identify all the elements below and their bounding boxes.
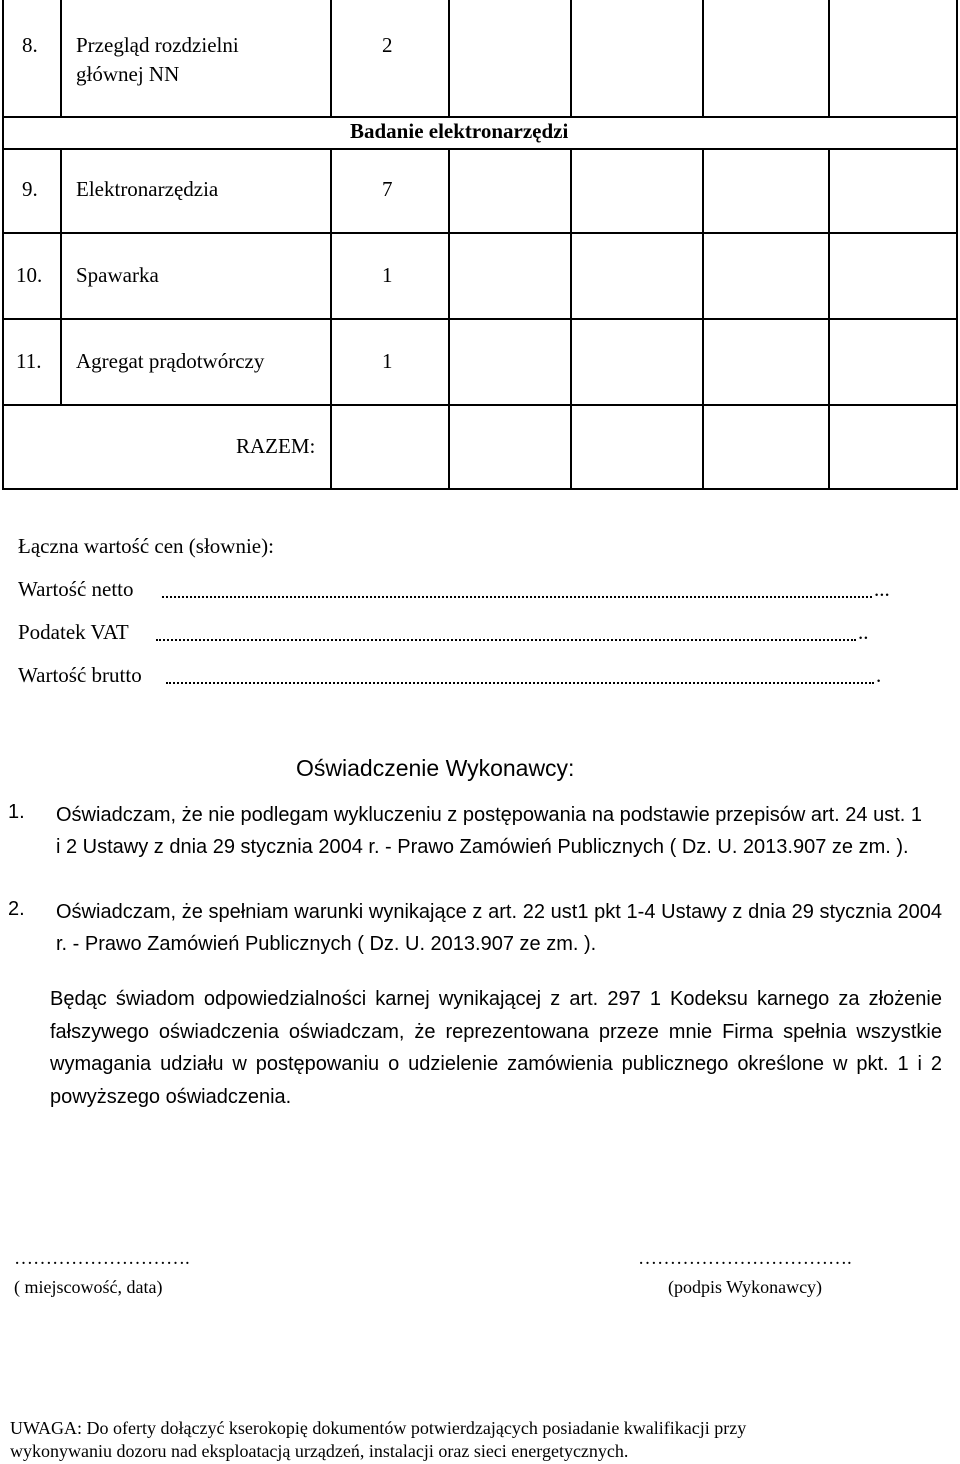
declaration-item-number: 2. bbox=[8, 898, 25, 920]
table-row-divider bbox=[2, 404, 958, 406]
place-date-label: ( miejscowość, data) bbox=[14, 1277, 163, 1297]
table-col-divider bbox=[570, 0, 572, 118]
table-border-bottom bbox=[2, 488, 958, 490]
row-item-name: Spawarka bbox=[76, 263, 159, 287]
table-col-divider bbox=[60, 0, 62, 118]
row-number: 11. bbox=[16, 349, 42, 373]
note-line: UWAGA: Do oferty dołączyć kserokopię dokumentów potwierdzających posiadanie kwalifikacji przy bbox=[10, 1418, 747, 1438]
declaration-item-text: Oświadczam, że nie podlegam wykluczeniu z postępowania na podstawie przepisów art. 24 ust. 1 i 2 Ustawy z dnia 29 stycznia 2004 r. - Prawo Zamówień Publicznych ( Dz. U. 2013.907 ze zm. ). bbox=[56, 804, 923, 858]
table-border-right bbox=[956, 0, 958, 490]
declaration-item-number: 1. bbox=[8, 801, 25, 823]
row-item-name: głównej NN bbox=[76, 62, 180, 86]
row-number: 8. bbox=[22, 33, 38, 57]
table-row-divider bbox=[2, 318, 958, 320]
vat-field[interactable] bbox=[156, 639, 856, 641]
row-item-name: Elektronarzędzia bbox=[76, 177, 219, 201]
net-value-label: Wartość netto bbox=[18, 577, 134, 601]
vat-tail: .. bbox=[858, 620, 869, 644]
table-col-divider bbox=[60, 148, 62, 406]
row-item-name: Agregat prądotwórczy bbox=[76, 349, 265, 373]
place-date-dots: ………………………. bbox=[14, 1248, 190, 1269]
declaration-item-text: Oświadczam, że spełniam warunki wynikające z art. 22 ust1 pkt 1-4 Ustawy z dnia 29 stycznia 2004 r. - Prawo Zamówień Publicznych ( Dz. U. 2013.907 ze zm. ). bbox=[56, 901, 942, 955]
row-quantity: 1 bbox=[382, 263, 393, 287]
table-row-divider bbox=[2, 232, 958, 234]
vat-label: Podatek VAT bbox=[18, 620, 129, 644]
gross-value-field[interactable] bbox=[166, 682, 874, 684]
gross-value-label: Wartość brutto bbox=[18, 663, 142, 687]
table-border-left bbox=[2, 0, 4, 490]
net-value-tail: ... bbox=[874, 577, 890, 601]
table-col-divider bbox=[828, 0, 830, 118]
table-row-divider bbox=[2, 116, 958, 118]
total-label: RAZEM: bbox=[236, 434, 316, 458]
table-col-divider bbox=[702, 0, 704, 118]
table-col-divider bbox=[330, 0, 332, 118]
row-quantity: 1 bbox=[382, 349, 393, 373]
row-quantity: 2 bbox=[382, 33, 393, 57]
row-quantity: 7 bbox=[382, 177, 393, 201]
net-value-field[interactable] bbox=[162, 596, 872, 598]
declaration-title: Oświadczenie Wykonawcy: bbox=[296, 755, 575, 781]
signature-label: (podpis Wykonawcy) bbox=[668, 1277, 823, 1297]
gross-value-tail: . bbox=[876, 663, 882, 687]
row-number: 9. bbox=[22, 177, 38, 201]
row-number: 10. bbox=[16, 263, 43, 287]
note-line: wykonywaniu dozoru nad eksploatacją urządzeń, instalacji oraz sieci energetycznych. bbox=[10, 1441, 629, 1461]
table-row-divider bbox=[2, 148, 958, 150]
table-col-divider bbox=[448, 0, 450, 118]
row-item-name: Przegląd rozdzielni bbox=[76, 33, 239, 57]
total-in-words-label: Łączna wartość cen (słownie): bbox=[18, 534, 274, 558]
criminal-liability-statement: Będąc świadom odpowiedzialności karnej wynikającej z art. 297 1 Kodeksu karnego za złożenie fałszywego oświadczenia oświadczam, że reprezentowana przeze mnie Firma spełnia wszystkie wymagania udziału w postępowaniu o udzielenie zamówienia publicznego określone w pkt. 1 i 2 powyższego oświadczenia. bbox=[50, 988, 942, 1108]
section-header: Badanie elektronarzędzi bbox=[350, 119, 569, 143]
signature-dots: ……………………………. bbox=[638, 1248, 852, 1269]
